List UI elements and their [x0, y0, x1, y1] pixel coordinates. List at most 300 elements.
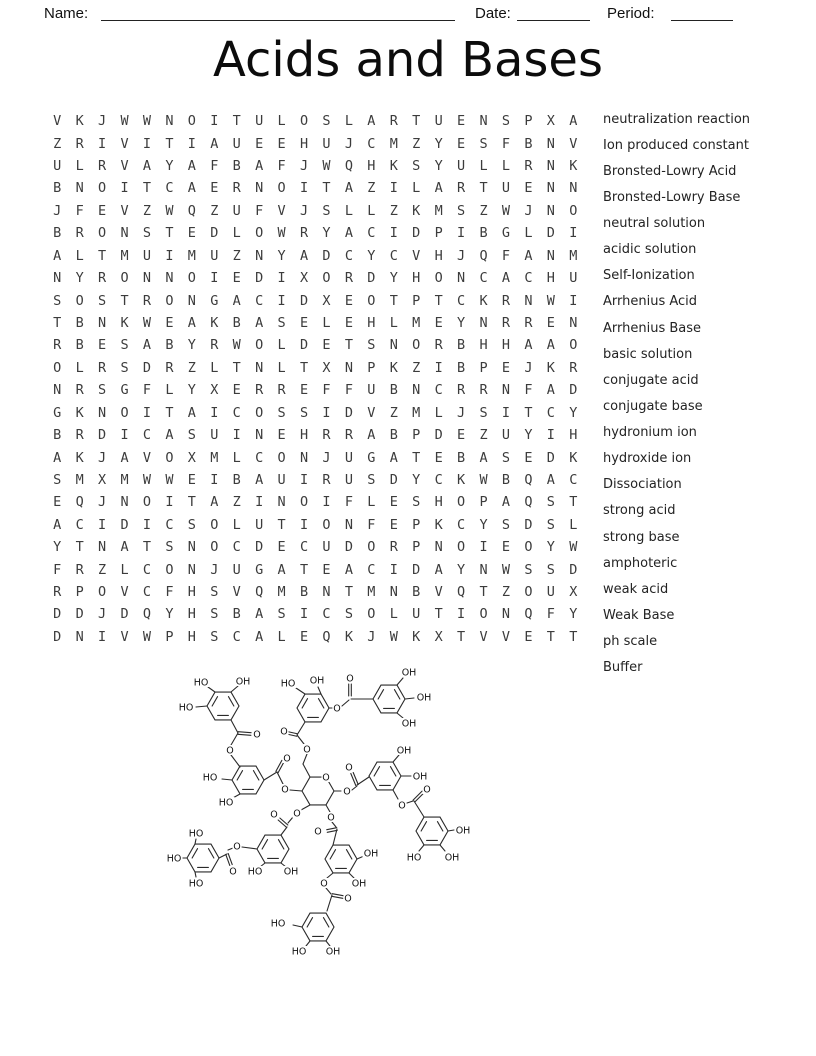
- grid-letter: V: [479, 628, 488, 645]
- grid-letter: R: [98, 270, 107, 287]
- grid-letter: S: [479, 135, 488, 152]
- word-list-item: strong base: [603, 529, 680, 545]
- grid-letter: E: [255, 135, 264, 152]
- word-list-item: strong acid: [603, 503, 676, 519]
- grid-letter: O: [367, 292, 376, 309]
- grid-letter: A: [53, 449, 62, 466]
- grid-letter: P: [412, 292, 421, 309]
- grid-letter: L: [277, 628, 286, 645]
- grid-letter: K: [389, 359, 398, 376]
- grid-letter: T: [277, 516, 286, 533]
- atom-label: HO: [218, 797, 234, 809]
- grid-letter: V: [120, 202, 129, 219]
- grid-letter: E: [210, 180, 219, 197]
- grid-letter: A: [569, 113, 578, 130]
- grid-letter: T: [232, 113, 241, 130]
- grid-letter: D: [322, 247, 331, 264]
- grid-letter: U: [232, 135, 241, 152]
- grid-letter: A: [187, 180, 196, 197]
- grid-letter: G: [255, 561, 264, 578]
- grid-letter: M: [367, 584, 376, 601]
- grid-letter: L: [344, 202, 353, 219]
- grid-letter: S: [367, 337, 376, 354]
- grid-letter: Z: [412, 135, 421, 152]
- grid-letter: H: [412, 270, 421, 287]
- grid-letter: L: [412, 180, 421, 197]
- grid-letter: J: [98, 606, 107, 623]
- grid-letter: N: [98, 539, 107, 556]
- grid-letter: U: [322, 135, 331, 152]
- grid-letter: I: [546, 427, 555, 444]
- grid-letter: A: [255, 628, 264, 645]
- grid-letter: A: [53, 247, 62, 264]
- grid-letter: C: [232, 628, 241, 645]
- grid-letter: T: [299, 561, 309, 578]
- grid-letter: T: [142, 539, 152, 556]
- grid-letter: U: [322, 539, 331, 556]
- grid-letter: H: [569, 427, 578, 444]
- grid-letter: A: [299, 247, 309, 264]
- grid-letter: O: [255, 225, 264, 242]
- grid-letter: L: [165, 382, 174, 399]
- grid-letter: U: [210, 427, 219, 444]
- grid-letter: S: [299, 404, 309, 421]
- grid-letter: Z: [479, 427, 488, 444]
- grid-letter: F: [142, 382, 152, 399]
- grid-letter: D: [524, 516, 533, 533]
- atom-label: O: [327, 812, 335, 824]
- grid-letter: U: [546, 584, 555, 601]
- grid-letter: A: [187, 158, 196, 175]
- grid-letter: R: [434, 337, 443, 354]
- atom-label: OH: [455, 825, 471, 837]
- grid-letter: S: [412, 158, 421, 175]
- grid-letter: W: [142, 628, 152, 645]
- grid-letter: H: [187, 584, 196, 601]
- grid-letter: L: [232, 516, 241, 533]
- grid-letter: U: [232, 202, 241, 219]
- grid-letter: C: [367, 135, 376, 152]
- grid-letter: S: [120, 359, 129, 376]
- atom-label: O: [333, 703, 341, 715]
- grid-letter: D: [569, 561, 578, 578]
- grid-letter: M: [187, 247, 196, 264]
- grid-letter: R: [344, 270, 353, 287]
- grid-letter: R: [255, 382, 264, 399]
- grid-letter: M: [75, 471, 84, 488]
- grid-letter: S: [344, 606, 353, 623]
- grid-letter: O: [322, 270, 331, 287]
- grid-letter: B: [457, 359, 466, 376]
- grid-letter: V: [120, 584, 129, 601]
- grid-letter: N: [412, 382, 421, 399]
- grid-letter: N: [457, 270, 466, 287]
- grid-letter: S: [546, 516, 555, 533]
- grid-letter: I: [569, 292, 578, 309]
- grid-letter: J: [524, 359, 533, 376]
- grid-letter: J: [98, 494, 107, 511]
- grid-letter: O: [299, 494, 309, 511]
- word-list-item: Ion produced constant: [603, 137, 749, 153]
- grid-letter: H: [299, 135, 309, 152]
- grid-letter: S: [501, 113, 511, 130]
- atom-label: OH: [325, 946, 341, 958]
- grid-letter: A: [277, 561, 286, 578]
- grid-letter: P: [75, 584, 84, 601]
- grid-letter: T: [524, 404, 533, 421]
- grid-letter: F: [255, 202, 264, 219]
- grid-letter: P: [434, 225, 443, 242]
- word-list-item: Bronsted-Lowry Base: [603, 189, 741, 205]
- grid-letter: W: [142, 471, 152, 488]
- grid-letter: A: [120, 449, 129, 466]
- grid-letter: W: [569, 539, 578, 556]
- atom-label: HO: [270, 918, 286, 930]
- grid-letter: U: [255, 516, 264, 533]
- grid-letter: V: [277, 202, 286, 219]
- grid-letter: Y: [479, 516, 488, 533]
- grid-letter: F: [210, 158, 219, 175]
- grid-letter: D: [75, 606, 84, 623]
- grid-letter: N: [255, 247, 264, 264]
- grid-letter: K: [434, 516, 443, 533]
- grid-letter: F: [501, 135, 511, 152]
- grid-letter: Y: [367, 247, 376, 264]
- grid-letter: C: [457, 292, 466, 309]
- grid-letter: P: [412, 516, 421, 533]
- grid-letter: L: [232, 225, 241, 242]
- grid-letter: L: [389, 315, 398, 331]
- grid-letter: C: [367, 225, 376, 242]
- atom-label: O: [344, 893, 352, 905]
- grid-letter: U: [255, 113, 264, 130]
- grid-letter: U: [232, 561, 241, 578]
- grid-letter: W: [165, 471, 174, 488]
- grid-letter: C: [165, 180, 174, 197]
- grid-letter: K: [75, 404, 84, 421]
- grid-letter: B: [524, 135, 533, 152]
- grid-letter: C: [232, 404, 241, 421]
- grid-letter: E: [434, 449, 443, 466]
- tannic-acid-structure: [140, 655, 505, 980]
- grid-letter: I: [299, 180, 309, 197]
- name-blank-line: [101, 2, 455, 21]
- grid-letter: I: [210, 404, 219, 421]
- grid-letter: A: [546, 471, 555, 488]
- grid-letter: H: [434, 247, 443, 264]
- grid-letter: M: [434, 202, 443, 219]
- grid-letter: W: [322, 158, 331, 175]
- grid-letter: N: [344, 359, 353, 376]
- grid-letter: K: [75, 449, 84, 466]
- grid-letter: I: [299, 606, 309, 623]
- grid-letter: I: [299, 516, 309, 533]
- grid-letter: P: [165, 628, 174, 645]
- grid-letter: S: [367, 471, 376, 488]
- grid-letter: X: [299, 270, 309, 287]
- grid-letter: A: [165, 427, 174, 444]
- grid-letter: A: [255, 315, 264, 331]
- grid-letter: A: [344, 225, 353, 242]
- grid-letter: Z: [142, 202, 152, 219]
- grid-letter: I: [142, 516, 152, 533]
- grid-letter: S: [501, 449, 511, 466]
- word-list-item: Self-Ionization: [603, 268, 695, 284]
- page-title: Acids and Bases: [213, 32, 603, 88]
- grid-letter: K: [389, 158, 398, 175]
- grid-letter: I: [187, 135, 196, 152]
- grid-letter: I: [322, 494, 331, 511]
- atom-label: O: [314, 826, 322, 838]
- atom-label: O: [398, 800, 406, 812]
- grid-letter: Y: [389, 270, 398, 287]
- grid-letter: I: [389, 561, 398, 578]
- grid-letter: O: [165, 449, 174, 466]
- word-list-item: Arrhenius Base: [603, 320, 702, 336]
- grid-letter: Y: [434, 158, 443, 175]
- grid-letter: F: [322, 382, 331, 399]
- grid-letter: A: [501, 270, 511, 287]
- grid-letter: G: [53, 404, 62, 421]
- grid-letter: R: [75, 225, 84, 242]
- grid-letter: P: [412, 539, 421, 556]
- word-list-item: Buffer: [603, 660, 643, 676]
- grid-letter: Y: [75, 270, 84, 287]
- grid-letter: A: [546, 337, 555, 354]
- grid-letter: S: [187, 516, 196, 533]
- grid-letter: V: [412, 247, 421, 264]
- grid-letter: O: [187, 270, 196, 287]
- grid-letter: C: [165, 516, 174, 533]
- grid-letter: C: [434, 382, 443, 399]
- grid-letter: T: [75, 539, 84, 556]
- grid-letter: W: [232, 337, 241, 354]
- atom-label: OH: [363, 848, 379, 860]
- atom-label: O: [345, 762, 353, 774]
- grid-letter: Y: [434, 135, 443, 152]
- grid-letter: O: [569, 202, 578, 219]
- grid-letter: I: [479, 539, 488, 556]
- grid-letter: V: [501, 628, 511, 645]
- grid-letter: F: [53, 561, 62, 578]
- grid-letter: B: [389, 382, 398, 399]
- grid-letter: I: [210, 471, 219, 488]
- grid-letter: O: [165, 292, 174, 309]
- grid-letter: T: [344, 584, 353, 601]
- grid-letter: B: [165, 337, 174, 354]
- grid-letter: R: [53, 584, 62, 601]
- grid-letter: O: [367, 539, 376, 556]
- grid-letter: B: [389, 427, 398, 444]
- grid-letter: W: [479, 471, 488, 488]
- grid-letter: F: [277, 158, 286, 175]
- grid-letter: N: [255, 359, 264, 376]
- grid-letter: E: [299, 628, 309, 645]
- word-list-item: Weak Base: [603, 607, 675, 623]
- grid-letter: D: [142, 359, 152, 376]
- grid-letter: R: [299, 225, 309, 242]
- grid-letter: R: [344, 427, 353, 444]
- grid-letter: N: [120, 494, 129, 511]
- grid-letter: C: [434, 471, 443, 488]
- grid-letter: R: [524, 315, 533, 331]
- grid-letter: L: [501, 158, 511, 175]
- grid-letter: T: [434, 606, 443, 623]
- grid-letter: O: [98, 180, 107, 197]
- grid-letter: O: [412, 337, 421, 354]
- grid-letter: N: [569, 315, 578, 331]
- grid-letter: U: [367, 382, 376, 399]
- grid-letter: E: [389, 516, 398, 533]
- grid-letter: E: [524, 449, 533, 466]
- grid-letter: C: [524, 270, 533, 287]
- grid-letter: R: [501, 292, 511, 309]
- grid-letter: N: [501, 382, 511, 399]
- grid-letter: C: [255, 292, 264, 309]
- atom-label: O: [322, 772, 330, 784]
- grid-letter: E: [98, 337, 107, 354]
- grid-letter: R: [277, 382, 286, 399]
- grid-letter: R: [142, 292, 152, 309]
- grid-letter: U: [53, 158, 62, 175]
- grid-letter: S: [98, 382, 107, 399]
- grid-letter: Z: [53, 135, 62, 152]
- grid-letter: H: [299, 427, 309, 444]
- atom-label: O: [293, 808, 301, 820]
- grid-letter: W: [120, 113, 129, 130]
- word-list-item: weak acid: [603, 581, 669, 597]
- atom-label: HO: [188, 878, 204, 890]
- grid-letter: R: [457, 180, 466, 197]
- grid-letter: D: [299, 337, 309, 354]
- grid-letter: Y: [165, 158, 174, 175]
- grid-letter: T: [232, 359, 241, 376]
- grid-letter: P: [367, 359, 376, 376]
- grid-letter: V: [120, 158, 129, 175]
- grid-letter: Q: [344, 158, 353, 175]
- grid-letter: Y: [524, 427, 533, 444]
- grid-letter: E: [232, 270, 241, 287]
- grid-letter: J: [524, 202, 533, 219]
- grid-letter: Z: [98, 561, 107, 578]
- grid-letter: F: [75, 202, 84, 219]
- grid-letter: R: [75, 561, 84, 578]
- atom-label: HO: [291, 946, 307, 958]
- grid-letter: Q: [142, 606, 152, 623]
- grid-letter: F: [344, 494, 353, 511]
- grid-letter: P: [412, 427, 421, 444]
- grid-letter: A: [210, 494, 219, 511]
- grid-letter: E: [187, 225, 196, 242]
- grid-letter: T: [120, 292, 129, 309]
- grid-letter: A: [524, 337, 533, 354]
- grid-letter: T: [53, 315, 62, 331]
- grid-letter: C: [569, 471, 578, 488]
- grid-letter: E: [344, 315, 353, 331]
- grid-letter: Y: [457, 561, 466, 578]
- grid-letter: R: [232, 180, 241, 197]
- grid-letter: I: [389, 225, 398, 242]
- grid-letter: Q: [457, 584, 466, 601]
- grid-letter: A: [434, 561, 443, 578]
- grid-letter: T: [479, 584, 488, 601]
- grid-letter: I: [98, 628, 107, 645]
- grid-letter: Z: [232, 247, 241, 264]
- grid-letter: F: [524, 382, 533, 399]
- grid-letter: R: [524, 158, 533, 175]
- grid-letter: L: [75, 158, 84, 175]
- grid-letter: O: [367, 606, 376, 623]
- grid-letter: S: [142, 225, 152, 242]
- grid-letter: Y: [187, 337, 196, 354]
- atom-label: HO: [247, 866, 263, 878]
- grid-letter: C: [457, 516, 466, 533]
- grid-letter: J: [344, 135, 353, 152]
- atom-label: OH: [351, 878, 367, 890]
- grid-letter: N: [75, 628, 84, 645]
- grid-letter: I: [165, 247, 174, 264]
- grid-letter: Y: [187, 382, 196, 399]
- grid-letter: B: [53, 180, 62, 197]
- atom-label: O: [303, 744, 311, 756]
- grid-letter: R: [569, 359, 578, 376]
- grid-letter: R: [210, 337, 219, 354]
- grid-letter: G: [210, 292, 219, 309]
- grid-letter: E: [299, 382, 309, 399]
- grid-letter: N: [546, 158, 555, 175]
- atom-label: HO: [193, 677, 209, 689]
- grid-letter: V: [434, 584, 443, 601]
- grid-letter: O: [165, 561, 174, 578]
- grid-letter: C: [546, 404, 555, 421]
- grid-letter: E: [299, 315, 309, 331]
- grid-letter: S: [210, 628, 219, 645]
- grid-letter: H: [501, 337, 511, 354]
- grid-letter: U: [210, 247, 219, 264]
- grid-letter: E: [187, 471, 196, 488]
- grid-letter: D: [53, 628, 62, 645]
- grid-letter: M: [277, 584, 286, 601]
- atom-label: O: [270, 809, 278, 821]
- grid-letter: E: [165, 315, 174, 331]
- grid-letter: D: [255, 270, 264, 287]
- grid-letter: J: [322, 449, 331, 466]
- atom-label: O: [281, 784, 289, 796]
- grid-letter: Z: [232, 494, 241, 511]
- grid-letter: T: [457, 628, 466, 645]
- grid-letter: N: [546, 180, 555, 197]
- grid-letter: U: [412, 606, 421, 623]
- grid-letter: A: [389, 449, 398, 466]
- grid-letter: C: [389, 247, 398, 264]
- grid-letter: Q: [75, 494, 84, 511]
- grid-letter: W: [277, 225, 286, 242]
- grid-letter: M: [389, 135, 398, 152]
- grid-letter: Q: [255, 584, 264, 601]
- grid-letter: O: [98, 584, 107, 601]
- word-list-item: basic solution: [603, 346, 693, 362]
- grid-letter: V: [53, 113, 62, 130]
- grid-letter: X: [210, 382, 219, 399]
- grid-letter: Q: [322, 628, 331, 645]
- atom-label: O: [283, 753, 291, 765]
- grid-letter: T: [434, 292, 443, 309]
- grid-letter: V: [232, 584, 241, 601]
- atom-label: O: [423, 784, 431, 796]
- grid-letter: D: [412, 561, 421, 578]
- period-blank-line: [671, 2, 733, 21]
- grid-letter: J: [210, 561, 219, 578]
